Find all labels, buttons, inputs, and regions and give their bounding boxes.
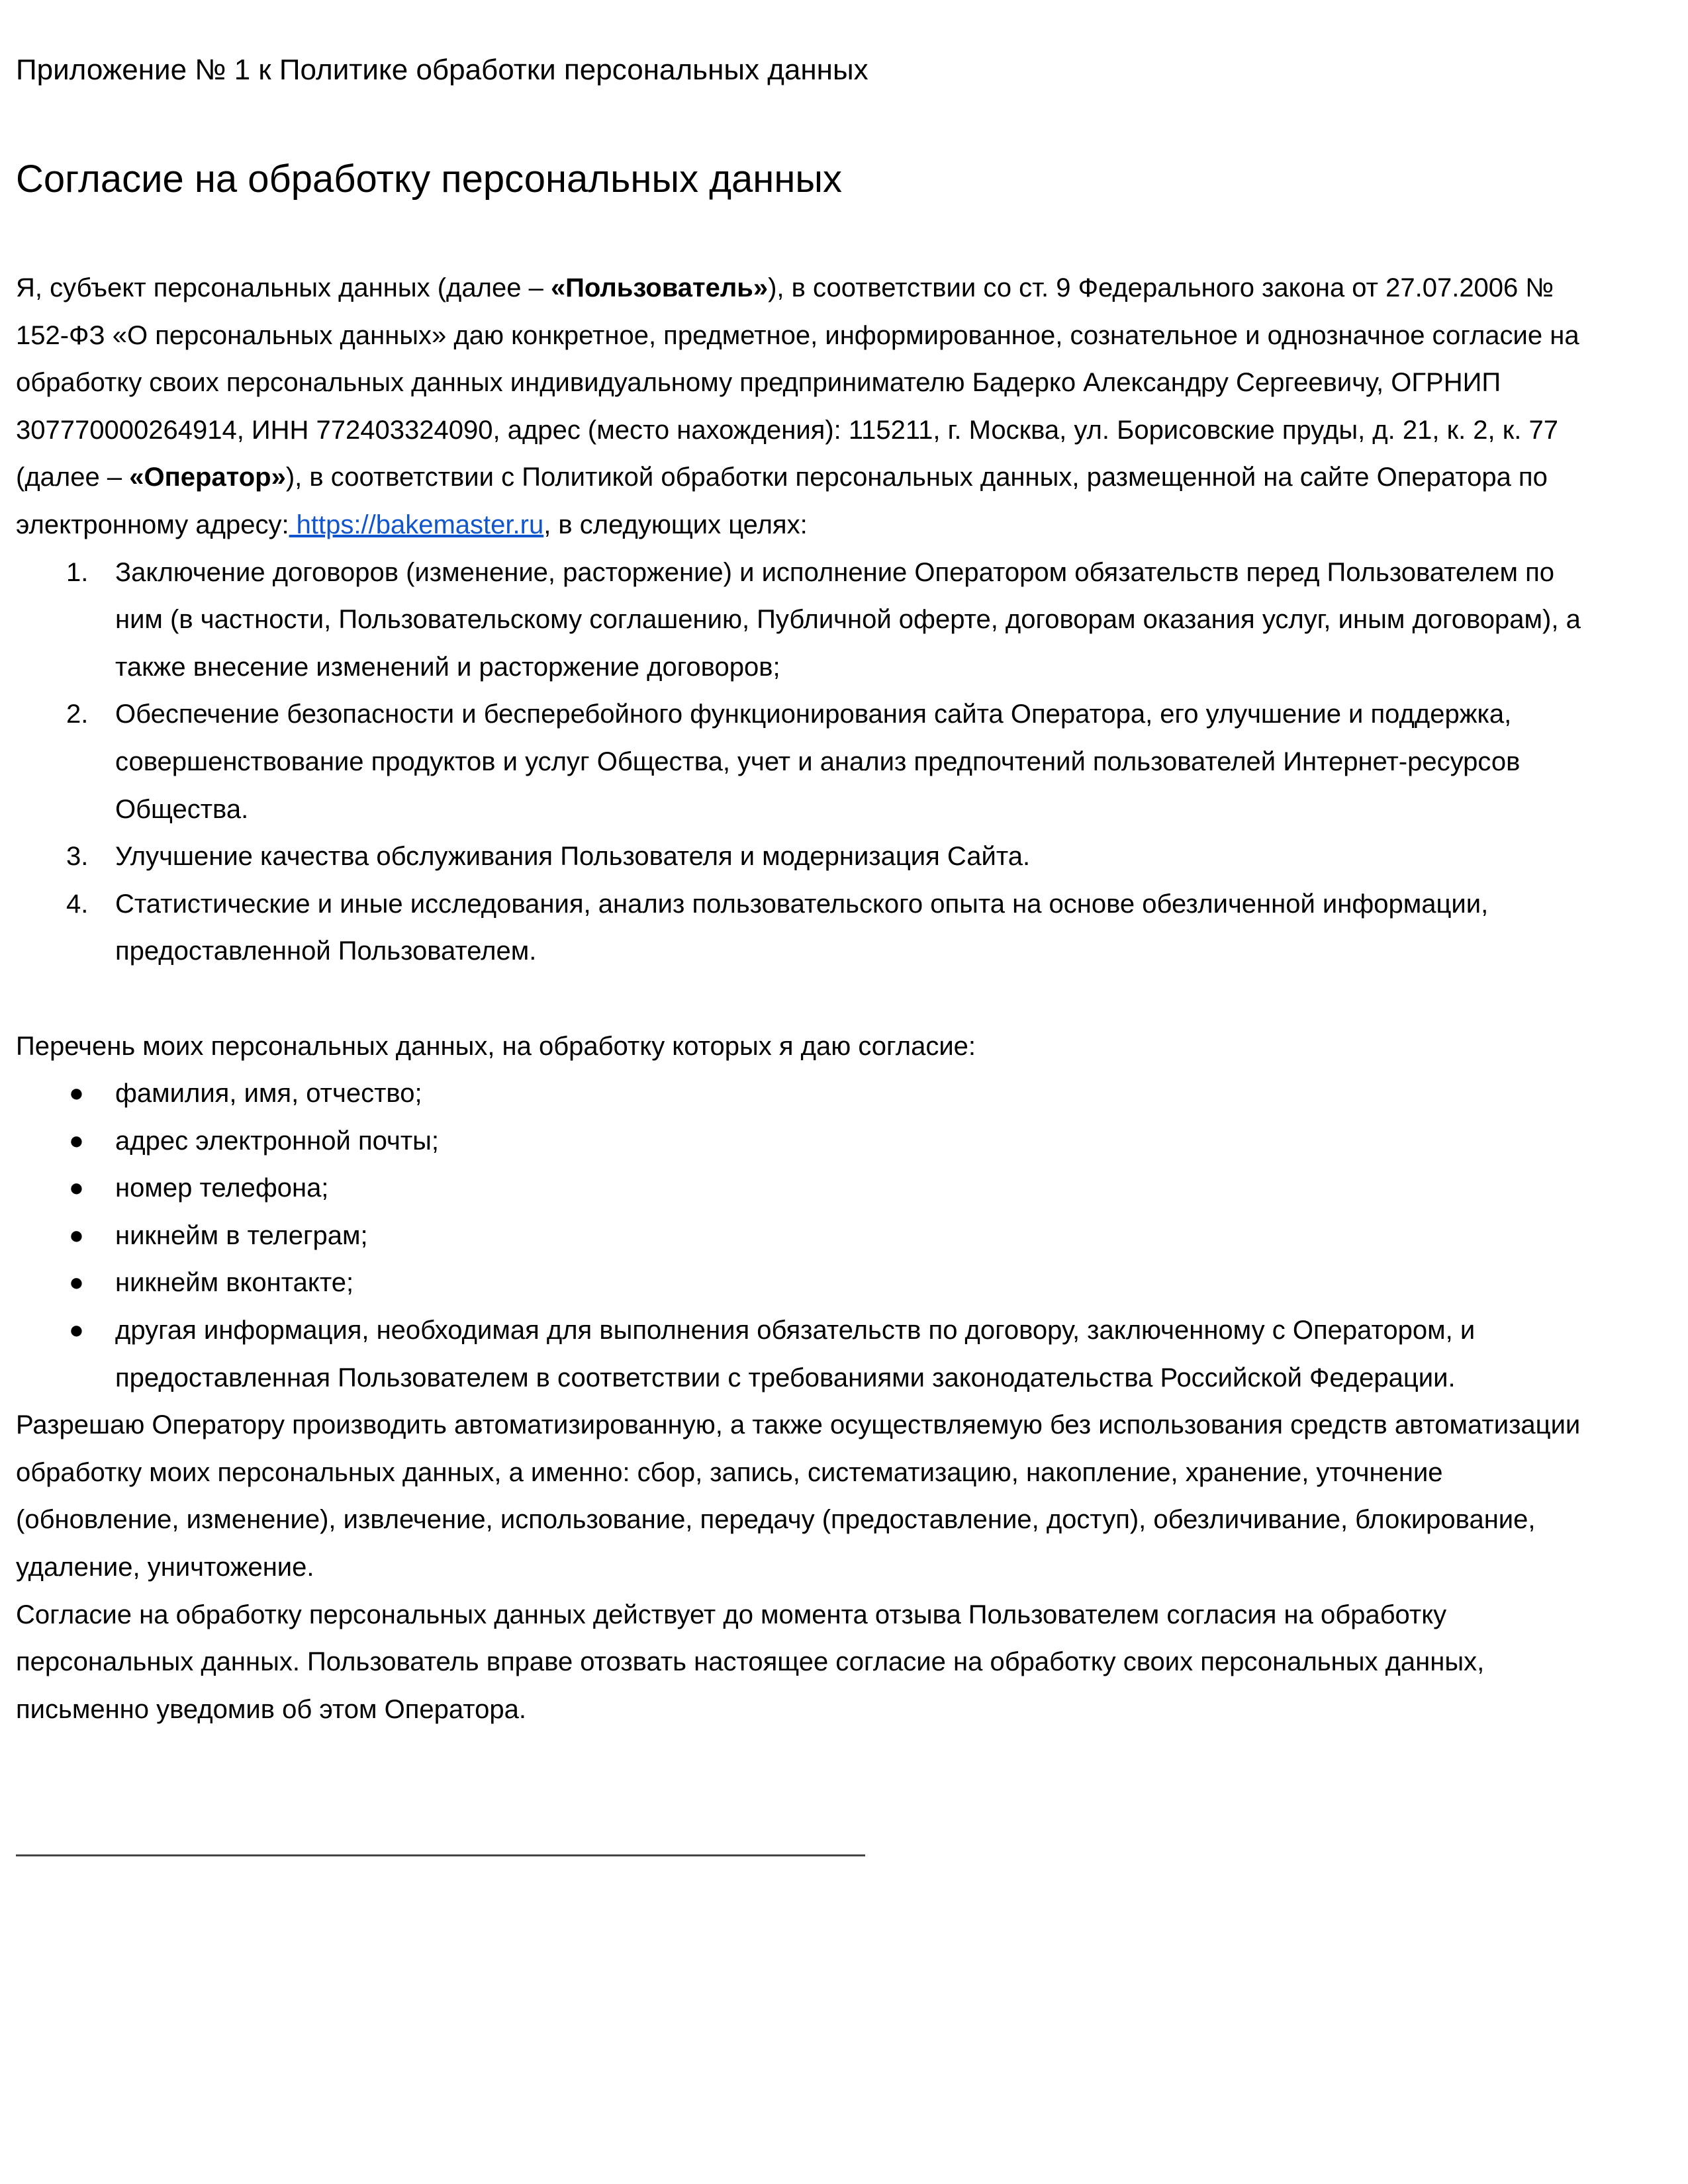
data-item-text: никнейм в телеграм;: [115, 1220, 368, 1250]
data-item: [16, 1307, 1671, 1402]
purpose-text: предоставленной Пользователем.: [115, 936, 537, 966]
purpose-item: [16, 833, 1671, 881]
purposes-list: [16, 549, 1671, 976]
data-item: [16, 1165, 1671, 1212]
permission-paragraph: [16, 1402, 1671, 1591]
intro-text: ), в соответствии со ст. 9 Федерального закона от 27.07.2006 №: [768, 273, 1554, 302]
website-link[interactable]: https://bakemaster.ru: [289, 510, 544, 539]
validity-paragraph: [16, 1592, 1671, 1734]
data-item: [16, 1070, 1671, 1118]
document-title: Согласие на обработку персональных данных: [16, 158, 843, 201]
purpose-text: Статистические и иные исследования, анализ пользовательского опыта на основе обезличенной информации,: [115, 889, 1489, 919]
data-item: [16, 1118, 1671, 1165]
list-number: 3.: [66, 842, 89, 872]
data-item-text: предоставленная Пользователем в соответствии с требованиями законодательства Российской Федерации.: [115, 1363, 1456, 1392]
bullet-icon: ●: [69, 1316, 84, 1345]
permission-line: (обновление, изменение), извлечение, использование, передачу (предоставление, доступ), обезличивание, блокирование,: [16, 1505, 1536, 1535]
spacer: [16, 976, 1671, 1023]
list-number: 1.: [66, 557, 89, 587]
data-item-text: другая информация, необходимая для выполнения обязательств по договору, заключенному с Оператором, и: [115, 1316, 1476, 1345]
data-item-text: никнейм вконтакте;: [115, 1268, 354, 1298]
intro-line: обработку своих персональных данных индивидуальному предпринимателю Бадерко Александру Сергеевичу, ОГРНИП: [16, 368, 1501, 398]
validity-line: Согласие на обработку персональных данных действует до момента отзыва Пользователем согласия на обработку: [16, 1600, 1447, 1629]
user-term: «Пользователь»: [550, 273, 769, 302]
purpose-text: Заключение договоров (изменение, расторжение) и исполнение Оператором обязательств перед Пользователем по: [115, 557, 1555, 587]
data-item: [16, 1212, 1671, 1260]
signature-line: [16, 1854, 865, 1856]
data-item-text: фамилия, имя, отчество;: [115, 1079, 422, 1109]
intro-line: [16, 454, 1671, 502]
bullet-icon: ●: [69, 1174, 84, 1203]
data-item: [16, 1259, 1671, 1307]
purpose-text: совершенствование продуктов и услуг Общества, учет и анализ предпочтений пользователей Интернет-ресурсов: [115, 747, 1521, 776]
validity-line: персональных данных. Пользователь вправе отозвать настоящее согласие на обработку своих персональных данных,: [16, 1647, 1485, 1677]
bullet-icon: ●: [69, 1126, 84, 1155]
purpose-text: Общества.: [115, 794, 249, 824]
purpose-text: Улучшение качества обслуживания Пользователя и модернизация Сайта.: [115, 842, 1031, 872]
validity-line: письменно уведомив об этом Оператора.: [16, 1694, 526, 1724]
intro-text: Я, субъект персональных данных (далее –: [16, 273, 551, 302]
data-item-text: адрес электронной почты;: [115, 1126, 440, 1156]
intro-line: 152-ФЗ «О персональных данных» даю конкретное, предметное, информированное, сознательное и однозначное согласие на: [16, 320, 1579, 350]
intro-line: [16, 502, 1671, 549]
bullet-icon: ●: [69, 1269, 84, 1297]
intro-line: 307770000264914, ИНН 772403324090, адрес (место нахождения): 115211, г. Москва, ул. Борисовские пруды, д. 21, к. 2, к. 77: [16, 415, 1558, 445]
purpose-item: [16, 691, 1671, 833]
purpose-text: Обеспечение безопасности и бесперебойного функционирования сайта Оператора, его улучшение и поддержка,: [115, 700, 1512, 729]
bullet-icon: ●: [69, 1079, 84, 1108]
personal-data-list: [16, 1070, 1671, 1402]
intro-paragraph: [16, 265, 1671, 549]
list-number: 2.: [66, 700, 89, 729]
purpose-item: [16, 549, 1671, 692]
intro-text: (далее –: [16, 463, 130, 492]
purpose-text: также внесение изменений и расторжение договоров;: [115, 652, 780, 682]
permission-line: обработку моих персональных данных, а именно: сбор, запись, систематизацию, накопление, хранение, уточнение: [16, 1457, 1443, 1487]
bullet-icon: ●: [69, 1221, 84, 1250]
permission-line: удаление, уничтожение.: [16, 1553, 314, 1582]
intro-line: [16, 265, 1671, 312]
document-body: [16, 265, 1671, 1733]
intro-text: электронному адресу:: [16, 510, 289, 539]
purpose-text: ним (в частности, Пользовательскому соглашению, Публичной оферте, договорам оказания услуг, иным договорам), а: [115, 605, 1581, 635]
intro-text: ), в соответствии с Политикой обработки персональных данных, размещенной на сайте Оператора по: [285, 463, 1548, 492]
permission-line: Разрешаю Оператору производить автоматизированную, а также осуществляемую без использования средств автоматизации: [16, 1410, 1581, 1440]
list-number: 4.: [66, 889, 89, 919]
data-list-heading: Перечень моих персональных данных, на обработку которых я даю согласие:: [16, 1031, 976, 1061]
purpose-item: [16, 881, 1671, 976]
operator-term: «Оператор»: [129, 463, 286, 492]
data-item-text: номер телефона;: [115, 1173, 329, 1203]
appendix-label: Приложение № 1 к Политике обработки персональных данных: [16, 54, 868, 86]
intro-text: , в следующих целях:: [543, 510, 808, 539]
